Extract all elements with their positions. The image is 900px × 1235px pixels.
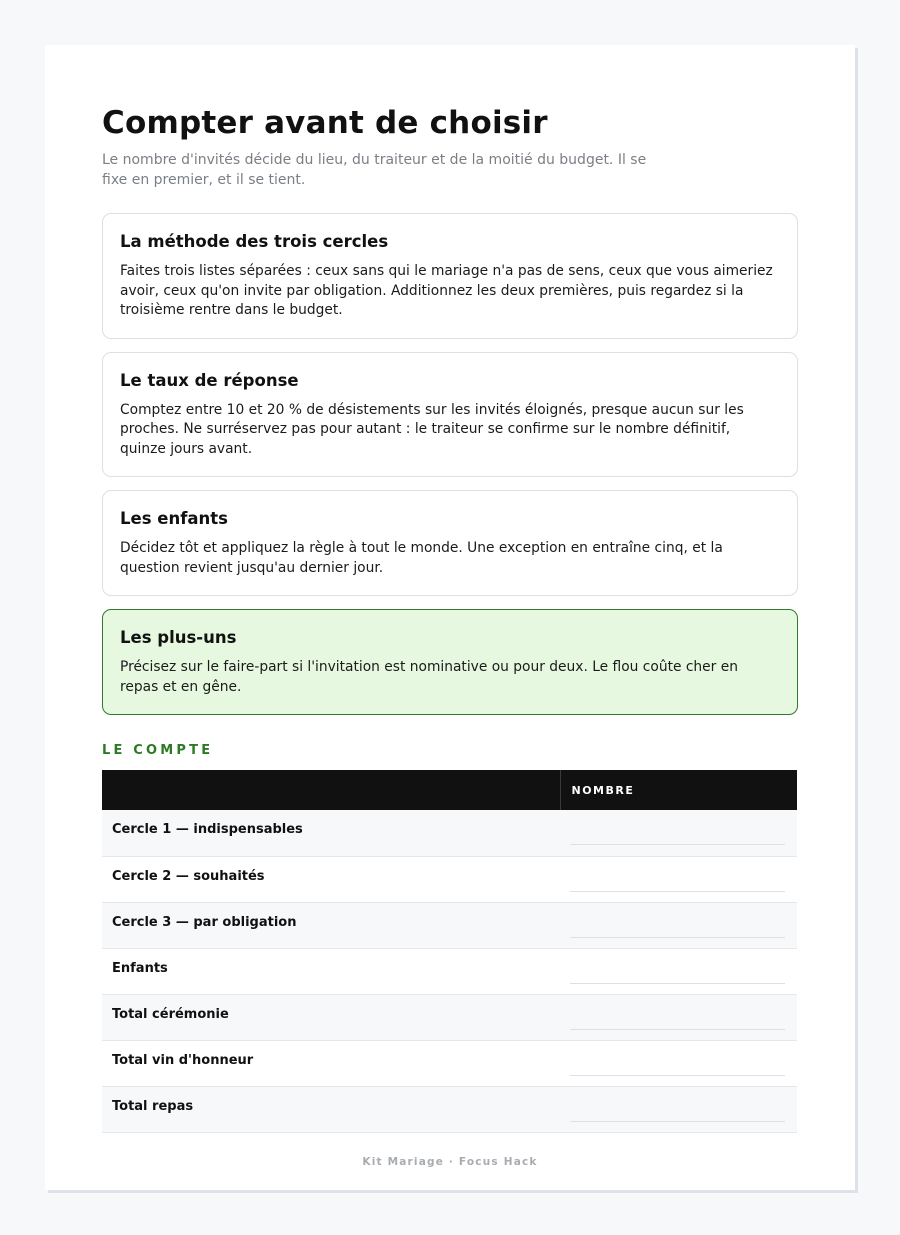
page-title: Compter avant de choisir	[102, 105, 548, 141]
row-value-field[interactable]	[560, 1086, 797, 1132]
card-title: Les enfants	[120, 509, 228, 528]
row-label: Total vin d'honneur	[112, 1052, 254, 1068]
fill-line	[570, 983, 785, 984]
page-footer: Kit Mariage · Focus Hack	[362, 1156, 538, 1168]
fill-line	[570, 891, 785, 892]
card-text: Précisez sur le faire-part si l'invitation est nominative ou pour deux. Le flou coûte cher en repas et en gêne.	[120, 659, 738, 695]
card-title: Le taux de réponse	[120, 370, 299, 390]
row-label: Total cérémonie	[112, 1006, 229, 1022]
card-text: Comptez entre 10 et 20 % de désistements sur les invités éloignés, presque aucun sur les proches. Ne surréservez pas pour autant : le traiteur se confirme sur le nombre définitif, quinze jours avant.	[120, 401, 744, 457]
fill-line	[570, 1121, 785, 1122]
fill-line	[570, 844, 785, 845]
card-plus-uns-highlighted	[102, 609, 798, 715]
table-row	[102, 810, 797, 856]
section-label: LE COMPTE	[102, 743, 214, 758]
row-label: Cercle 1 — indispensables	[112, 822, 303, 837]
table-row	[102, 902, 797, 948]
header-nombre-column: NOMBRE	[571, 783, 635, 797]
fill-line	[570, 1075, 785, 1076]
card-text: Décidez tôt et appliquez la règle à tout le monde. Une exception en entraîne cinq, et la question revient jusqu'au dernier jour.	[120, 540, 723, 576]
card-title: La méthode des trois cercles	[120, 232, 389, 251]
row-label: Enfants	[112, 960, 168, 976]
table-row	[102, 1040, 797, 1086]
fill-line	[570, 1029, 785, 1030]
row-value-field[interactable]	[560, 1040, 797, 1086]
card-text: Faites trois listes séparées : ceux sans qui le mariage n'a pas de sens, ceux que vous aimeriez avoir, ceux qu'on invite par obligation. Additionnez les deux premières, puis regardez si la troisième rentre dans le budget.	[120, 263, 773, 318]
card-title: Les plus-uns	[120, 628, 237, 647]
row-value-field[interactable]	[560, 810, 797, 856]
row-value-field[interactable]	[560, 948, 797, 994]
row-label: Cercle 3 — par obligation	[112, 914, 297, 930]
page-subtitle: Le nombre d'invités décide du lieu, du traiteur et de la moitié du budget. Il se fixe en premier, et il se tient.	[102, 152, 647, 188]
fill-line	[570, 937, 785, 938]
table-row	[102, 948, 797, 994]
count-table	[102, 770, 797, 1133]
row-value-field[interactable]	[560, 856, 797, 902]
document-page	[45, 45, 855, 1190]
table-header-row	[102, 770, 797, 810]
card-taux-reponse	[102, 352, 798, 478]
table-row	[102, 994, 797, 1040]
card-trois-cercles	[102, 213, 798, 339]
header-label-column	[102, 770, 560, 810]
row-value-field[interactable]	[560, 994, 797, 1040]
row-value-field[interactable]	[560, 902, 797, 948]
card-enfants	[102, 490, 798, 596]
table-row	[102, 1086, 797, 1132]
row-label: Total repas	[112, 1098, 194, 1114]
row-label: Cercle 2 — souhaités	[112, 868, 265, 884]
table-row	[102, 856, 797, 902]
